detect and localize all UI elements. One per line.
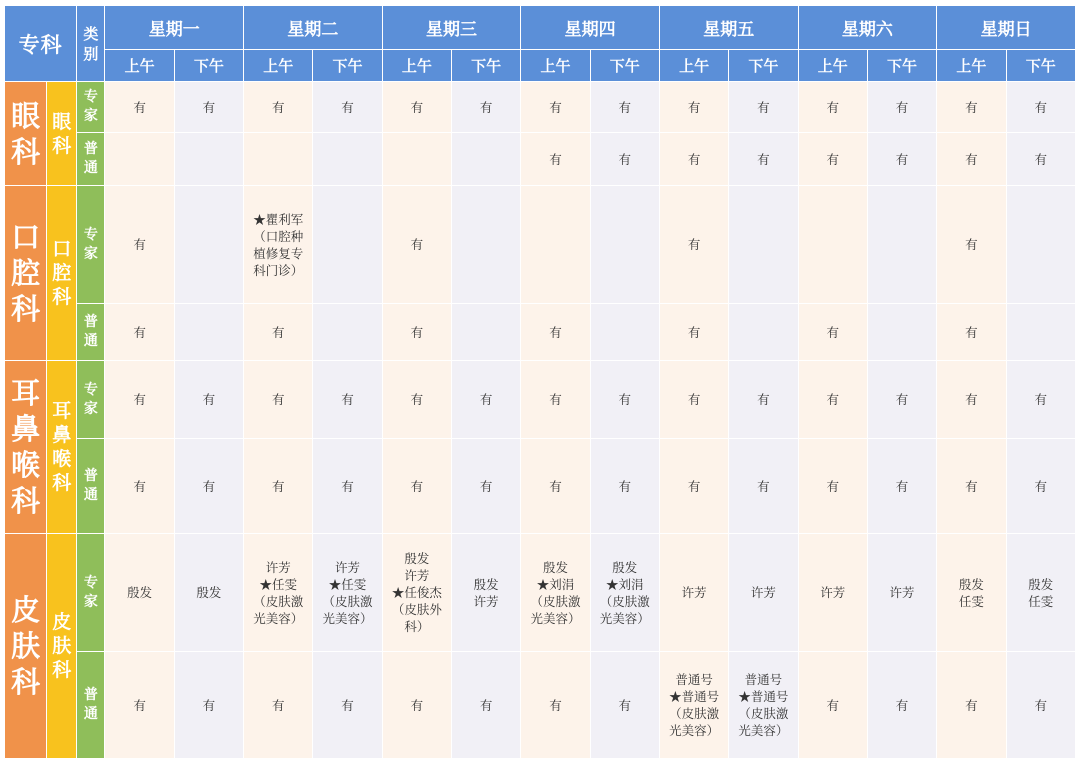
am-header: 上午 (798, 50, 867, 82)
schedule-cell: 许芳 (798, 534, 867, 652)
category-label: 普 通 (77, 304, 105, 361)
schedule-cell: 许芳 ★任雯 （皮肤激 光美容） (244, 534, 313, 652)
schedule-cell: 有 (867, 133, 936, 186)
schedule-cell (1006, 304, 1075, 361)
am-header: 上午 (382, 50, 451, 82)
schedule-cell: 许芳 (729, 534, 798, 652)
schedule-cell: 有 (590, 652, 659, 759)
schedule-cell: 殷发 任雯 (1006, 534, 1075, 652)
pm-header: 下午 (452, 50, 521, 82)
schedule-cell: 有 (521, 82, 590, 133)
day-header-sun: 星期日 (937, 6, 1076, 50)
schedule-cell (174, 133, 243, 186)
schedule-cell: 有 (313, 652, 382, 759)
am-header: 上午 (244, 50, 313, 82)
schedule-cell: 许芳 (867, 534, 936, 652)
table-row (5, 133, 1076, 186)
schedule-cell: 有 (867, 439, 936, 534)
schedule-cell (798, 186, 867, 304)
schedule-cell: 有 (659, 186, 728, 304)
schedule-cell (313, 186, 382, 304)
schedule-cell: 有 (313, 439, 382, 534)
schedule-cell: 有 (798, 652, 867, 759)
schedule-cell: 有 (867, 361, 936, 439)
am-header: 上午 (659, 50, 728, 82)
schedule-cell: 有 (729, 133, 798, 186)
schedule-cell: 有 (867, 82, 936, 133)
schedule-cell: 有 (521, 361, 590, 439)
am-header: 上午 (105, 50, 174, 82)
table-row (5, 439, 1076, 534)
schedule-cell: 有 (1006, 439, 1075, 534)
schedule-cell: 有 (1006, 82, 1075, 133)
schedule-cell (867, 304, 936, 361)
schedule-cell: 有 (659, 304, 728, 361)
day-header-tue: 星期二 (244, 6, 383, 50)
schedule-cell: 有 (659, 82, 728, 133)
schedule-cell: 有 (937, 186, 1006, 304)
category-label: 普 通 (77, 133, 105, 186)
schedule-cell: 有 (452, 82, 521, 133)
am-header: 上午 (937, 50, 1006, 82)
table-row (5, 304, 1076, 361)
schedule-cell: 有 (174, 82, 243, 133)
dept-sub-name: 口 腔 科 (47, 186, 77, 361)
table-row (5, 652, 1076, 759)
dept-name: 口 腔 科 (5, 186, 47, 361)
schedule-body (5, 82, 1076, 759)
schedule-cell: 有 (105, 186, 174, 304)
dept-column-header: 专科 (5, 6, 77, 82)
schedule-cell: 有 (937, 133, 1006, 186)
schedule-cell: 有 (729, 439, 798, 534)
schedule-cell (244, 133, 313, 186)
schedule-cell: 普通号 ★普通号 （皮肤激 光美容） (729, 652, 798, 759)
table-row (5, 82, 1076, 133)
pm-header: 下午 (1006, 50, 1075, 82)
pm-header: 下午 (174, 50, 243, 82)
schedule-cell: 有 (798, 361, 867, 439)
day-header-sat: 星期六 (798, 6, 937, 50)
schedule-cell: 有 (313, 82, 382, 133)
schedule-cell (105, 133, 174, 186)
schedule-cell: 有 (105, 82, 174, 133)
pm-header: 下午 (729, 50, 798, 82)
schedule-cell: 殷发 (105, 534, 174, 652)
schedule-cell: 有 (244, 361, 313, 439)
schedule-cell (452, 133, 521, 186)
schedule-cell: 许芳 (659, 534, 728, 652)
schedule-cell: 有 (382, 361, 451, 439)
category-label: 普 通 (77, 439, 105, 534)
schedule-cell: 殷发 ★刘涓 （皮肤激 光美容） (590, 534, 659, 652)
schedule-cell: 有 (937, 652, 1006, 759)
schedule-cell: 有 (244, 652, 313, 759)
day-header-wed: 星期三 (382, 6, 521, 50)
dept-name: 皮 肤 科 (5, 534, 47, 759)
schedule-cell: 有 (382, 304, 451, 361)
schedule-cell: 有 (659, 439, 728, 534)
table-row (5, 534, 1076, 652)
schedule-cell: 有 (174, 361, 243, 439)
schedule-cell: 有 (798, 82, 867, 133)
schedule-cell: 有 (105, 439, 174, 534)
schedule-cell: 有 (798, 304, 867, 361)
schedule-cell: 有 (382, 439, 451, 534)
day-header-thu: 星期四 (521, 6, 660, 50)
schedule-cell: 有 (590, 361, 659, 439)
dept-name: 耳 鼻 喉 科 (5, 361, 47, 534)
schedule-cell: 有 (382, 82, 451, 133)
schedule-cell: 有 (729, 82, 798, 133)
schedule-cell: 有 (937, 439, 1006, 534)
schedule-cell (382, 133, 451, 186)
schedule-cell: 有 (729, 361, 798, 439)
category-label: 普 通 (77, 652, 105, 759)
schedule-cell: 有 (867, 652, 936, 759)
schedule-cell (590, 186, 659, 304)
schedule-cell: 有 (659, 361, 728, 439)
am-header: 上午 (521, 50, 590, 82)
pm-header: 下午 (867, 50, 936, 82)
schedule-cell: 有 (798, 439, 867, 534)
schedule-cell (729, 304, 798, 361)
schedule-cell: 有 (244, 82, 313, 133)
table-row (5, 361, 1076, 439)
dept-sub-name: 耳 鼻 喉 科 (47, 361, 77, 534)
schedule-cell: 有 (1006, 133, 1075, 186)
schedule-cell: 有 (382, 186, 451, 304)
schedule-cell: 有 (313, 361, 382, 439)
schedule-cell: 有 (590, 133, 659, 186)
schedule-cell (1006, 186, 1075, 304)
schedule-cell: 有 (521, 652, 590, 759)
schedule-cell: 普通号 ★普通号 （皮肤激 光美容） (659, 652, 728, 759)
schedule-cell (452, 304, 521, 361)
type-column-header: 类 别 (77, 6, 105, 82)
schedule-cell: 有 (1006, 361, 1075, 439)
schedule-cell: 有 (521, 304, 590, 361)
category-label: 专 家 (77, 534, 105, 652)
schedule-cell: 殷发 任雯 (937, 534, 1006, 652)
schedule-cell (729, 186, 798, 304)
dept-name: 眼 科 (5, 82, 47, 186)
schedule-cell (313, 133, 382, 186)
schedule-cell: 有 (590, 82, 659, 133)
schedule-cell: 有 (798, 133, 867, 186)
schedule-cell: 有 (174, 439, 243, 534)
schedule-cell: 有 (590, 439, 659, 534)
schedule-cell: 有 (521, 439, 590, 534)
table-row (5, 186, 1076, 304)
schedule-cell: 有 (937, 304, 1006, 361)
schedule-cell: 有 (382, 652, 451, 759)
pm-header: 下午 (313, 50, 382, 82)
schedule-cell: 有 (105, 652, 174, 759)
schedule-cell: 殷发 (174, 534, 243, 652)
pm-header: 下午 (590, 50, 659, 82)
schedule-cell: 殷发 许芳 (452, 534, 521, 652)
category-label: 专 家 (77, 186, 105, 304)
schedule-cell: ★瞿利军 （口腔种 植修复专 科门诊） (244, 186, 313, 304)
schedule-cell: 有 (521, 133, 590, 186)
schedule-cell: 有 (452, 652, 521, 759)
schedule-cell: 有 (1006, 652, 1075, 759)
dept-sub-name: 皮 肤 科 (47, 534, 77, 759)
day-header-fri: 星期五 (659, 6, 798, 50)
schedule-cell (590, 304, 659, 361)
clinic-schedule-table (4, 5, 1076, 759)
schedule-cell (174, 304, 243, 361)
day-header-mon: 星期一 (105, 6, 244, 50)
schedule-cell: 有 (937, 82, 1006, 133)
schedule-cell: 有 (105, 361, 174, 439)
category-label: 专 家 (77, 361, 105, 439)
schedule-cell (452, 186, 521, 304)
schedule-cell: 有 (452, 439, 521, 534)
schedule-cell (174, 186, 243, 304)
schedule-cell: 有 (452, 361, 521, 439)
schedule-cell: 许芳 ★任雯 （皮肤激 光美容） (313, 534, 382, 652)
schedule-cell: 有 (174, 652, 243, 759)
category-label: 专 家 (77, 82, 105, 133)
dept-sub-name: 眼 科 (47, 82, 77, 186)
schedule-cell: 有 (244, 439, 313, 534)
schedule-cell (313, 304, 382, 361)
schedule-cell: 有 (659, 133, 728, 186)
schedule-cell (521, 186, 590, 304)
schedule-cell: 有 (937, 361, 1006, 439)
schedule-cell: 殷发 ★刘涓 （皮肤激 光美容） (521, 534, 590, 652)
schedule-cell: 殷发 许芳 ★任俊杰 （皮肤外 科） (382, 534, 451, 652)
schedule-cell (867, 186, 936, 304)
schedule-cell: 有 (244, 304, 313, 361)
schedule-cell: 有 (105, 304, 174, 361)
